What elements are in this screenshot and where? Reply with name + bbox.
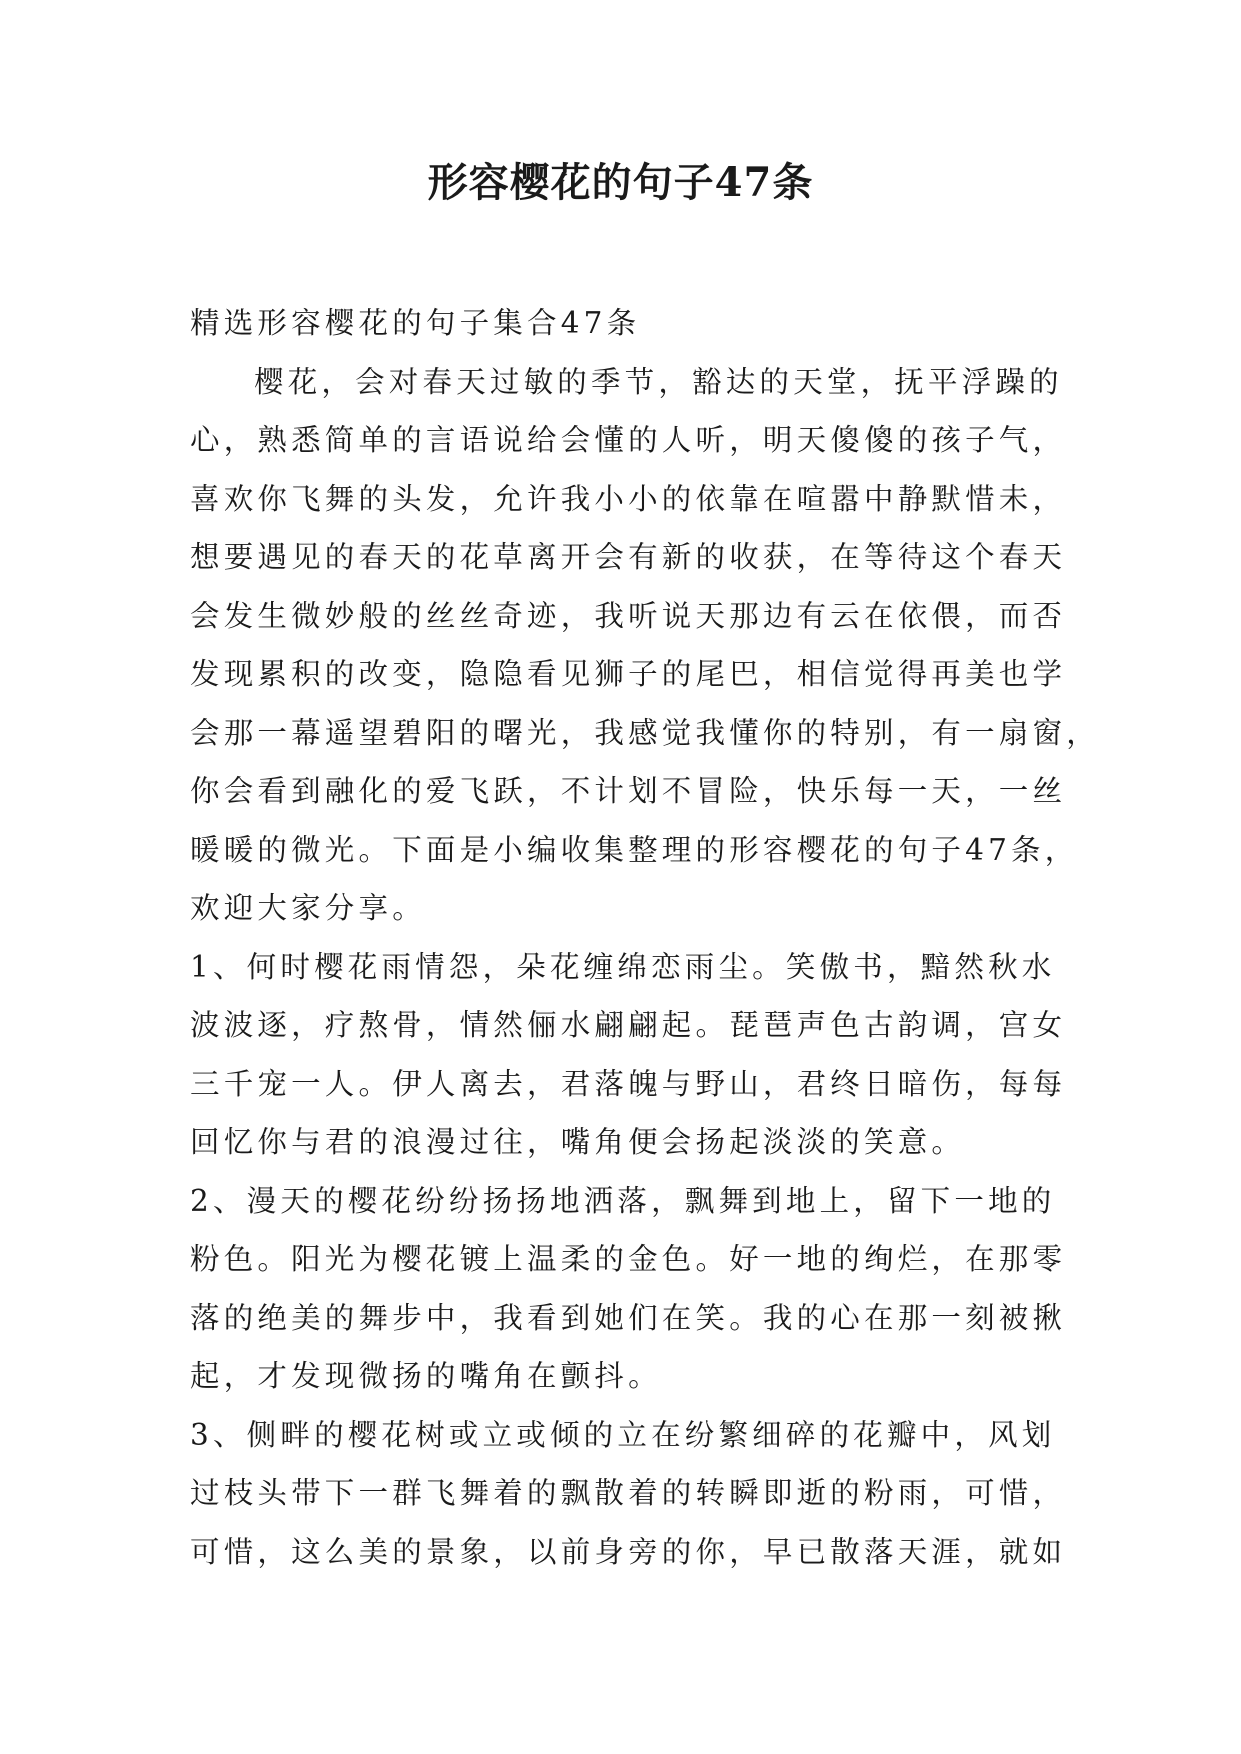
body-line: 发现累积的改变，隐隐看见狮子的尾巴，相信觉得再美也学: [190, 657, 1067, 691]
body-line: 3、侧畔的樱花树或立或倾的立在纷繁细碎的花瓣中，风划: [190, 1417, 1056, 1452]
body-line: 粉色。阳光为樱花镀上温柔的金色。好一地的绚烂，在那零: [190, 1242, 1067, 1276]
body-line: 会那一幕遥望碧阳的曙光，我感觉我懂你的特别，有一扇窗，: [190, 715, 1100, 750]
body-line: 欢迎大家分享。: [190, 891, 426, 925]
document-body: [190, 294, 1100, 1581]
body-line: 樱花，会对春天过敏的季节，豁达的天堂，抚平浮躁的: [254, 364, 1063, 399]
body-line: 暖暖的微光。下面是小编收集整理的形容樱花的句子47条，: [190, 832, 1079, 867]
body-line: 起，才发现微扬的嘴角在颤抖。: [190, 1359, 662, 1393]
body-line: 三千宠一人。伊人离去，君落魄与野山，君终日暗伤，每每: [190, 1066, 1067, 1101]
body-line: 落的绝美的舞步中，我看到她们在笑。我的心在那一刻被揪: [190, 1300, 1067, 1335]
body-line: 心，熟悉简单的言语说给会懂的人听，明天傻傻的孩子气，: [190, 423, 1067, 457]
body-line: 喜欢你飞舞的头发，允许我小小的依靠在喧嚣中静默惜未，: [190, 481, 1067, 516]
body-line: 波波逐，疗熬骨，情然俪水翩翩起。琵琶声色古韵调，宫女: [190, 1008, 1067, 1042]
body-line: 回忆你与君的浪漫过往，嘴角便会扬起淡淡的笑意。: [190, 1125, 966, 1159]
body-line: 可惜，这么美的景象，以前身旁的你，早已散落天涯，就如: [190, 1534, 1067, 1569]
document-title: 形容樱花的句子47条: [427, 159, 814, 206]
body-line: 你会看到融化的爱飞跃，不计划不冒险，快乐每一天，一丝: [190, 774, 1067, 808]
body-line: 1、何时樱花雨情怨，朵花缠绵恋雨尘。笑傲书，黯然秋水: [190, 949, 1056, 984]
body-line: 想要遇见的春天的花草离开会有新的收获，在等待这个春天: [190, 540, 1067, 574]
body-line: 精选形容樱花的句子集合47条: [190, 306, 641, 340]
body-line: 2、漫天的樱花纷纷扬扬地洒落，飘舞到地上，留下一地的: [190, 1183, 1056, 1218]
body-line: 过枝头带下一群飞舞着的飘散着的转瞬即逝的粉雨，可惜，: [190, 1476, 1067, 1510]
body-line: 会发生微妙般的丝丝奇迹，我听说天那边有云在依偎，而否: [190, 598, 1067, 633]
